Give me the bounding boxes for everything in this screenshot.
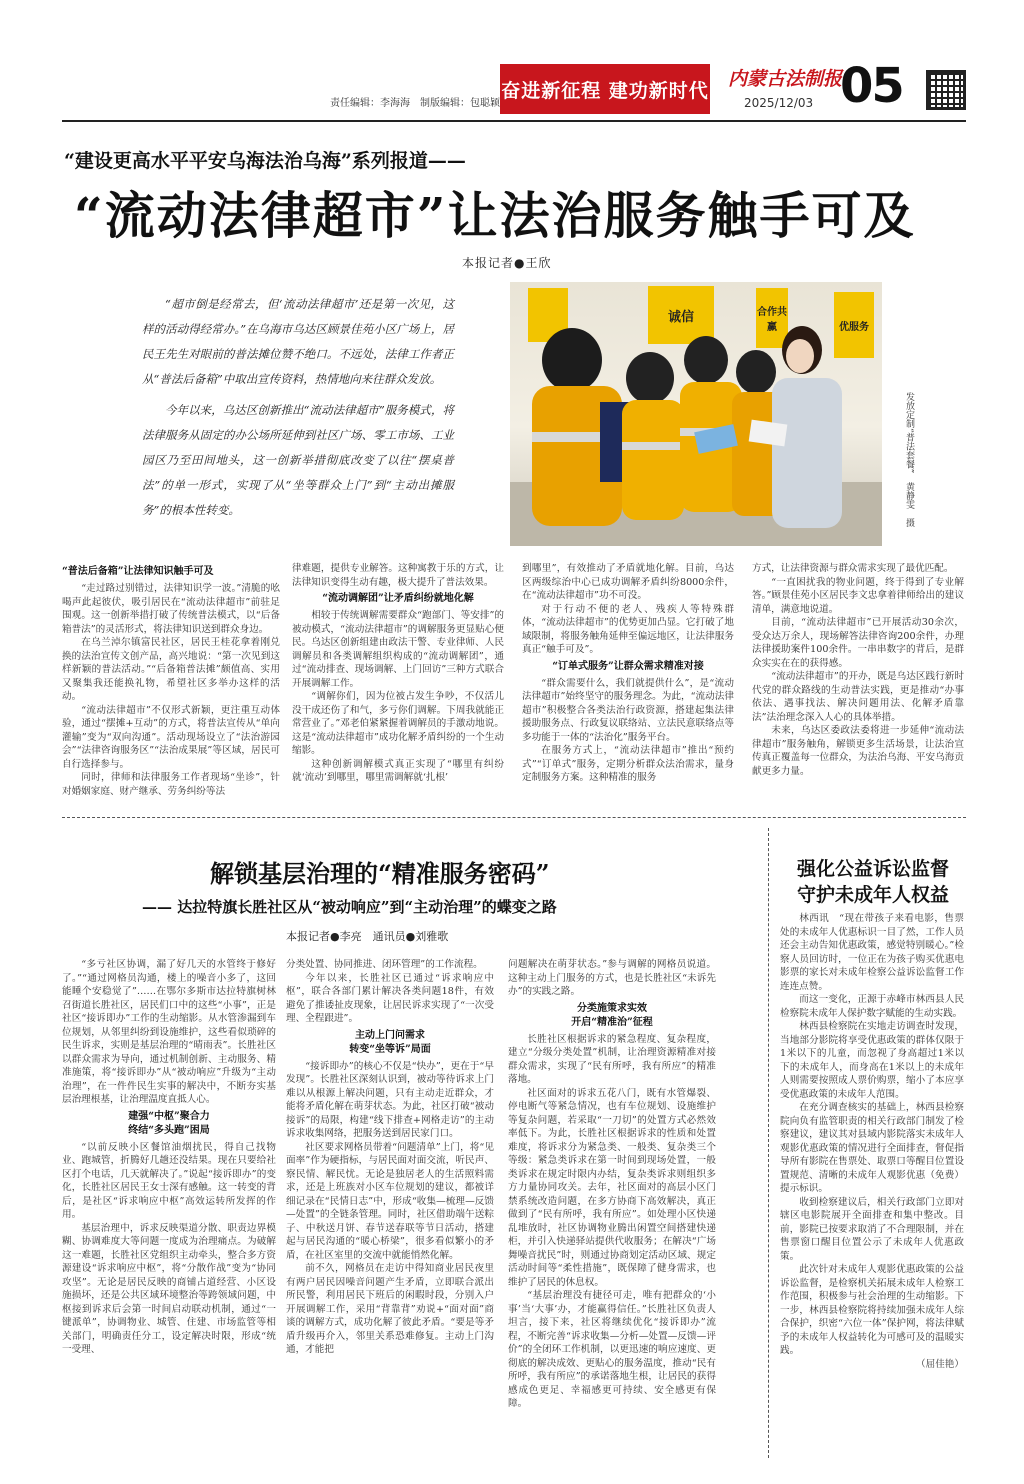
- photo-board-text: 诚信: [648, 286, 714, 344]
- body-paragraph: 在乌兰淖尔镇富民社区，居民王桂花拿着刚兑换的法治宣传文创产品，高兴地说：“第一次见到这样新颖的普法活动。”“后备箱普法摊”颇值高、实用又聚集我还能换礼物，希望社区多举办这样的活动。: [62, 637, 280, 702]
- author-signature: （屈佳艳）: [916, 1358, 964, 1370]
- article2-column-2: [286, 958, 494, 1357]
- subheading: “普法后备箱”让法律知识触手可及: [62, 566, 214, 577]
- main-headline: “流动法律超市”让法治服务触手可及: [74, 186, 916, 245]
- article2-column-1: [62, 958, 276, 1357]
- body-paragraph: 方式，让法律资源与群众需求实现了最优匹配。: [752, 563, 954, 574]
- subheading: 主动上门问需求 转变“坐等诉”局面: [349, 1029, 431, 1055]
- body-paragraph: 分类处置、协同推进、闭环管理”的工作流程。: [286, 959, 483, 970]
- article1-column-3: [522, 562, 734, 785]
- header-banner: 奋进新征程 建功新时代: [500, 64, 710, 114]
- subheading: 分类施策求实效 开启“精准治”征程: [571, 1002, 653, 1028]
- article1-column-2: [292, 562, 504, 785]
- body-paragraph: 前不久，网格员在走访中得知商业居民夜里有两户居民因噪音问题产生矛盾，立即联合派出所民警，利用居民下班后的闲暇时段，分别入户开展调解工作，采用“背靠背”劝说+“面对面”商谈的调解方式，成功化解了彼此矛盾。“要是等矛盾升级再介入，邻里关系恐难修复。主动上门沟通，才能把: [286, 1263, 494, 1355]
- article1-column-1: [62, 562, 280, 798]
- article2-subheadline: —— 达拉特旗长胜社区从“被动响应”到“主动治理”的蝶变之路: [142, 898, 557, 916]
- column-divider: [768, 828, 769, 1458]
- qr-code-icon[interactable]: [926, 70, 966, 110]
- article3-column: [780, 912, 964, 1371]
- body-paragraph: 而这一变化，正源于赤峰市林西县人民检察院未成年人保护数字赋能的生动实践。: [780, 994, 964, 1019]
- body-paragraph: 长胜社区根据诉求的紧急程度、复杂程度，建立“分级分类处置”机制，让治理资源精准对接群众需求，实现了“民有所呼，我有所应”的精准落地。: [508, 1033, 716, 1085]
- body-paragraph: 在服务方式上，“流动法律超市”推出“预约式”“订单式”服务，定期分析群众法治需求，量身定制服务方案。这种精准的服务: [522, 745, 734, 783]
- header-rule: [62, 120, 966, 122]
- body-paragraph: 律难题，提供专业解答。这种寓教于乐的方式，让法律知识变得生动有趣，极大提升了普法效果。: [292, 563, 504, 588]
- article2-headline: 解锁基层治理的“精准服务密码”: [210, 859, 550, 888]
- body-paragraph: “调解你们，因为位被占发生争吵，不仅活儿没干成还伤了和气，多亏你们调解。下周我就能正常营业了。”邓老伯紧紧握着调解员的手激动地说。这是“流动法律超市”成功化解矛盾纠纷的一个生动缩影。: [292, 691, 504, 756]
- body-paragraph: 林西县检察院在实地走访调查时发现，当地部分影院将享受优惠政策的群体仅限于1米以下的儿童，而忽视了身高超过1米以下的未成年人，而身高在1米以上的未成年人则需要按照成人票价购票，缩小了本应享受优惠政策的未成年人范围。: [780, 1021, 964, 1100]
- body-paragraph: 收到检察建议后，相关行政部门立即对辖区电影院展开全面排查和集中整改。目前，影院已按要求取消了不合理限制，并在售票窗口醒目位置公示了未成年人优惠政策。: [780, 1196, 964, 1262]
- subheading: “订单式服务”让群众需求精准对接: [552, 660, 704, 672]
- body-paragraph: 对于行动不便的老人、残疾人等特殊群体，“流动法律超市”的优势更加凸显。它打破了地域限制，将服务触角延伸至偏远地区，让法律服务真正“触手可及”。: [522, 603, 734, 655]
- series-title: “建设更高水平平安乌海法治乌海”系列报道——: [64, 150, 466, 172]
- photo-board-text: 优服务: [834, 292, 874, 358]
- photo-caption: 发放定制“普法套餐” 黄静雯 摄: [904, 392, 914, 528]
- header-editors: 责任编辑：李海海 制版编辑：包聪颖: [330, 98, 500, 109]
- article2-byline: 本报记者●李亮 通讯员●刘雅歌: [286, 930, 449, 943]
- body-paragraph: 这种创新调解模式真正实现了“哪里有纠纷就‘流动’到哪里，哪里需调解就‘扎根’: [292, 758, 504, 783]
- lead-paragraphs: [142, 292, 454, 529]
- body-paragraph: “基层治理没有捷径可走，唯有把群众的‘小事’当‘大事’办，才能赢得信任。”长胜社区负责人坦言，接下来，社区将继续优化“接诉即办”流程，不断完善“诉求收集—分析—处置—反馈—评价”的全闭环工作机制，以更迅速的响应速度、更彻底的解决成效、更贴心的服务温度，推动“民有所呼，我有所应”的承诺落地生根，让居民的获得感成色更足、幸福感更可持续、安全感更有保障。: [508, 1290, 716, 1409]
- body-paragraph: 相较于传统调解需要群众“跑部门、等安排”的被动模式，“流动法律超市”的调解服务更显贴心便民。乌达区创新组建由政法干警、专业律师、人民调解员和各类调解组织构成的“流动调解团”，通过“流动排查、现场调解、上门回访”三种方式联合开展调解工作。: [292, 610, 504, 689]
- body-paragraph: “流动法律超市”的开办，既是乌达区践行新时代党的群众路线的生动普法实践，更是推动“办事依法、遇事找法、解决问题用法、化解矛盾靠法”法治理念深入人心的具体举措。: [752, 671, 964, 723]
- body-paragraph: 未来，乌达区委政法委将进一步延伸“流动法律超市”服务触角，解锁更多生活场景，让法治宣传真正覆盖每一位群众，为法治乌海、平安乌海贡献更多力量。: [752, 725, 964, 777]
- subheading: “流动调解团”让矛盾纠纷就地化解: [322, 593, 474, 604]
- body-paragraph: 目前，“流动法律超市”已开展活动30余次，受众达万余人，现场解答法律咨询200余件，办理法律援助案件100余件。一串串数字的背后，是群众实实在在的获得感。: [752, 617, 964, 669]
- lead-paragraph: “超市倒是经常去，但‘流动法律超市’还是第一次见，这样的活动得经常办。”在乌海市乌达区顾景佳苑小区广场上，居民王先生对眼前的普法摊位赞不绝口。不远处，法律工作者正从“普法后备箱”中取出宣传资料，热情地向来往群众发放。: [142, 297, 454, 386]
- section-divider: [62, 817, 966, 818]
- body-paragraph: 到哪里”，有效推动了矛盾就地化解。目前，乌达区两级综治中心已成功调解矛盾纠纷8000余件，在“流动法律超市”功不可没。: [522, 563, 734, 601]
- lead-paragraph: 今年以来，乌达区创新推出“流动法律超市”服务模式，将法律服务从固定的办公场所延伸到社区广场、零工市场、工业园区乃至田间地头，这一创新举措彻底改变了以往“摆桌普法”的单一形式，实现了从“坐等群众上门”到“主动出摊服务”的根本性转变。: [142, 403, 454, 517]
- subheading: 建强“中枢”聚合力 终结“多头跑”困局: [128, 1110, 210, 1136]
- body-paragraph: 社区面对的诉求五花八门，既有水管爆裂、停电断气等紧急情况，也有车位规划、设施维护等复杂问题，若采取“一刀切”的处置方式必然效率低下。为此，长胜社区根据诉求的性质和处置难度，将诉求分为紧急类、一般类、复杂类三个等级：紧急类诉求在第一时间到现场处置，一般类诉求在规定时限内办结，复杂类诉求则组织多方力量协同攻关。去年，社区面对的高层小区门禁系统改造问题，在多方协商下高效解决，真正做到了“民有所呼，我有所应”。如处理小区快递乱堆放时，社区协调物业腾出闲置空间搭建快递柜，并引入快递驿站提供代收服务；在解决“广场舞噪音扰民”时，则通过协商划定活动区域、规定活动时间等“柔性措施”，既保障了健身需求，也维护了居民的休息权。: [508, 1087, 716, 1288]
- photo-people-illustration: [510, 282, 882, 546]
- news-photo: [510, 282, 882, 546]
- page-number: 05: [840, 58, 903, 114]
- body-paragraph: 社区要求网格员带着“问题清单”上门，将“见面率”作为硬指标，与居民面对面交流，听民声、察民情、解民忧。无论是独居老人的生活照料需求，还是上班族对小区车位规划的建议，都被详细记录在“民情日志”中，形成“收集—梳理—反馈—处置”的全链条管理。同时，社区借助端午送粽子、中秋送月饼、春节送春联等节日活动，搭建起与居民沟通的“暖心桥梁”，很多看似繁小的矛盾，在社区室里的交流中就能悄然化解。: [286, 1141, 494, 1261]
- body-paragraph: “走过路过别错过，法律知识学一波。”清脆的吆喝声此起彼伏，吸引居民在“流动法律超市”前驻足围观。这一创新举措打破了传统普法模式，以“后备箱普法”的灵活形式，将法律知识送到群众身边。: [62, 583, 280, 635]
- body-paragraph: 林西讯 “现在带孩子来看电影，售票处的未成年人优惠标识一目了然，工作人员还会主动告知优惠政策，感觉特别暖心。”检察人员回访时，一位正在为孩子购买优惠电影票的家长对未成年检察公益诉讼监督工作连连点赞。: [780, 913, 964, 992]
- body-paragraph: 同时，律师和法律服务工作者现场“坐诊”，针对婚姻家庭、财产继承、劳务纠纷等法: [62, 772, 280, 797]
- body-paragraph: “接诉即办”的核心不仅是“快办”，更在于“早发现”。长胜社区深刻认识到，被动等待诉求上门难以从根源上解决问题，只有主动走近群众，才能将矛盾化解在萌芽状态。为此，社区打破“被动接诉”的局限，构建“线下排查+网格走访”的主动诉求收集网络，把服务送到居民家门口。: [286, 1060, 494, 1139]
- issue-date: 2025/12/03: [744, 96, 814, 110]
- body-paragraph: 问题解决在萌芽状态。”参与调解的网格员说道。这种主动上门服务的方式，也是长胜社区“未诉先办”的实践之路。: [508, 959, 716, 997]
- body-paragraph: 此次针对未成年人观影优惠政策的公益诉讼监督，是检察机关拓展未成年人检察工作范围，积极参与社会治理的生动缩影。下一步，林西县检察院将持续加强未成年人综合保护，织密“六位一体”保护网，将法律赋予的未成年人权益转化为可感可及的温暖实践。: [780, 1264, 964, 1356]
- body-paragraph: 基层治理中，诉求反映渠道分散、职责边界模糊、协调难度大等问题一度成为治理痛点。为破解这一难题，长胜社区党组织主动牵头，整合多方资源建设“诉求响应中枢”，将“分散作战”变为“协同攻坚”。无论是居民反映的商铺占道经营、小区设施损坏，还是公共区域环境整治等跨领域问题，中枢接到诉求后会第一时间启动联动机制，通过“一键派单”，协调物业、城管、住建、市场监管等相关部门，明确责任分工，设定解决时限，形成“统一受理、: [62, 1222, 276, 1355]
- byline: 本报记者●王欣: [462, 256, 552, 270]
- body-paragraph: “一直困扰我的物业问题，终于得到了专业解答。”顾景佳苑小区居民李文忠拿着律师给出的建议清单，满意地说道。: [752, 576, 964, 615]
- body-paragraph: “流动法律超市”不仅形式新颖，更注重互动体验，通过“摆摊+互动”的方式，将普法宣传从“单向灌输”变为“双向沟通”。活动现场设立了“法治游园会”“法律咨询服务区”“法治成果展”等区域，居民可自行选择参与。: [62, 704, 280, 770]
- article1-column-4: [752, 562, 964, 778]
- newspaper-logo: 内蒙古法制报: [728, 68, 843, 90]
- article3-headline: 强化公益诉讼监督 守护未成年人权益: [796, 858, 949, 906]
- body-paragraph: “多亏社区协调，漏了好几天的水管终于修好了。”“通过网格员沟通，楼上的噪音小多了，这回能睡个安稳觉了”……在鄂尔多斯市达拉特旗树林召街道长胜社区，居民们口中的这些“小事”，正是社区“接诉即办”工作的生动缩影。从水管渗漏到车位规划，从邻里纠纷到设施维护，这些看似琐碎的民生诉求，实则是基层治理的“晴雨表”。长胜社区以群众需求为导向，通过机制创新、主动服务、精准施策，将“接诉即办”从“被动响应”升级为“主动治理”，在一件件民生实事的解决中，不断夯实基层治理根基，让治理温度直抵人心。: [62, 959, 276, 1105]
- body-paragraph: “以前反映小区餐馆油烟扰民，得自己找物业、跑城管，折腾好几趟还没结果。现在只要给社区打个电话，几天就解决了。”说起“接诉即办”的变化，长胜社区居民王女士深有感触。这一转变的背后，是社区“诉求响应中枢”高效运转所发挥的作用。: [62, 1141, 276, 1220]
- article2-column-3: [508, 958, 716, 1411]
- body-paragraph: 在充分调查核实的基础上，林西县检察院向负有监管职责的相关行政部门制发了检察建议，建议其对县域内影院落实未成年人观影优惠政策的情况进行全面排查，督促指导所有影院在售票处、取票口等醒目位置设置规范、清晰的未成年人观影优惠（免费）提示标识。: [780, 1102, 964, 1194]
- photo-board-text: 合作共赢: [756, 288, 788, 348]
- body-paragraph: “群众需要什么，我们就提供什么”，是“流动法律超市”始终坚守的服务理念。为此，“流动法律超市”积极整合各类法治行政资源，搭建起集法律援助服务点、行政复议联络站、立法民意联络点等多功能于一体的“法治化”服务平台。: [522, 677, 734, 743]
- body-paragraph: 今年以来，长胜社区已通过“诉求响应中枢”，联合各部门累计解决各类问题18件，有效避免了推诿扯皮现象，让居民诉求实现了“一次受理、全程跟进”。: [286, 972, 494, 1024]
